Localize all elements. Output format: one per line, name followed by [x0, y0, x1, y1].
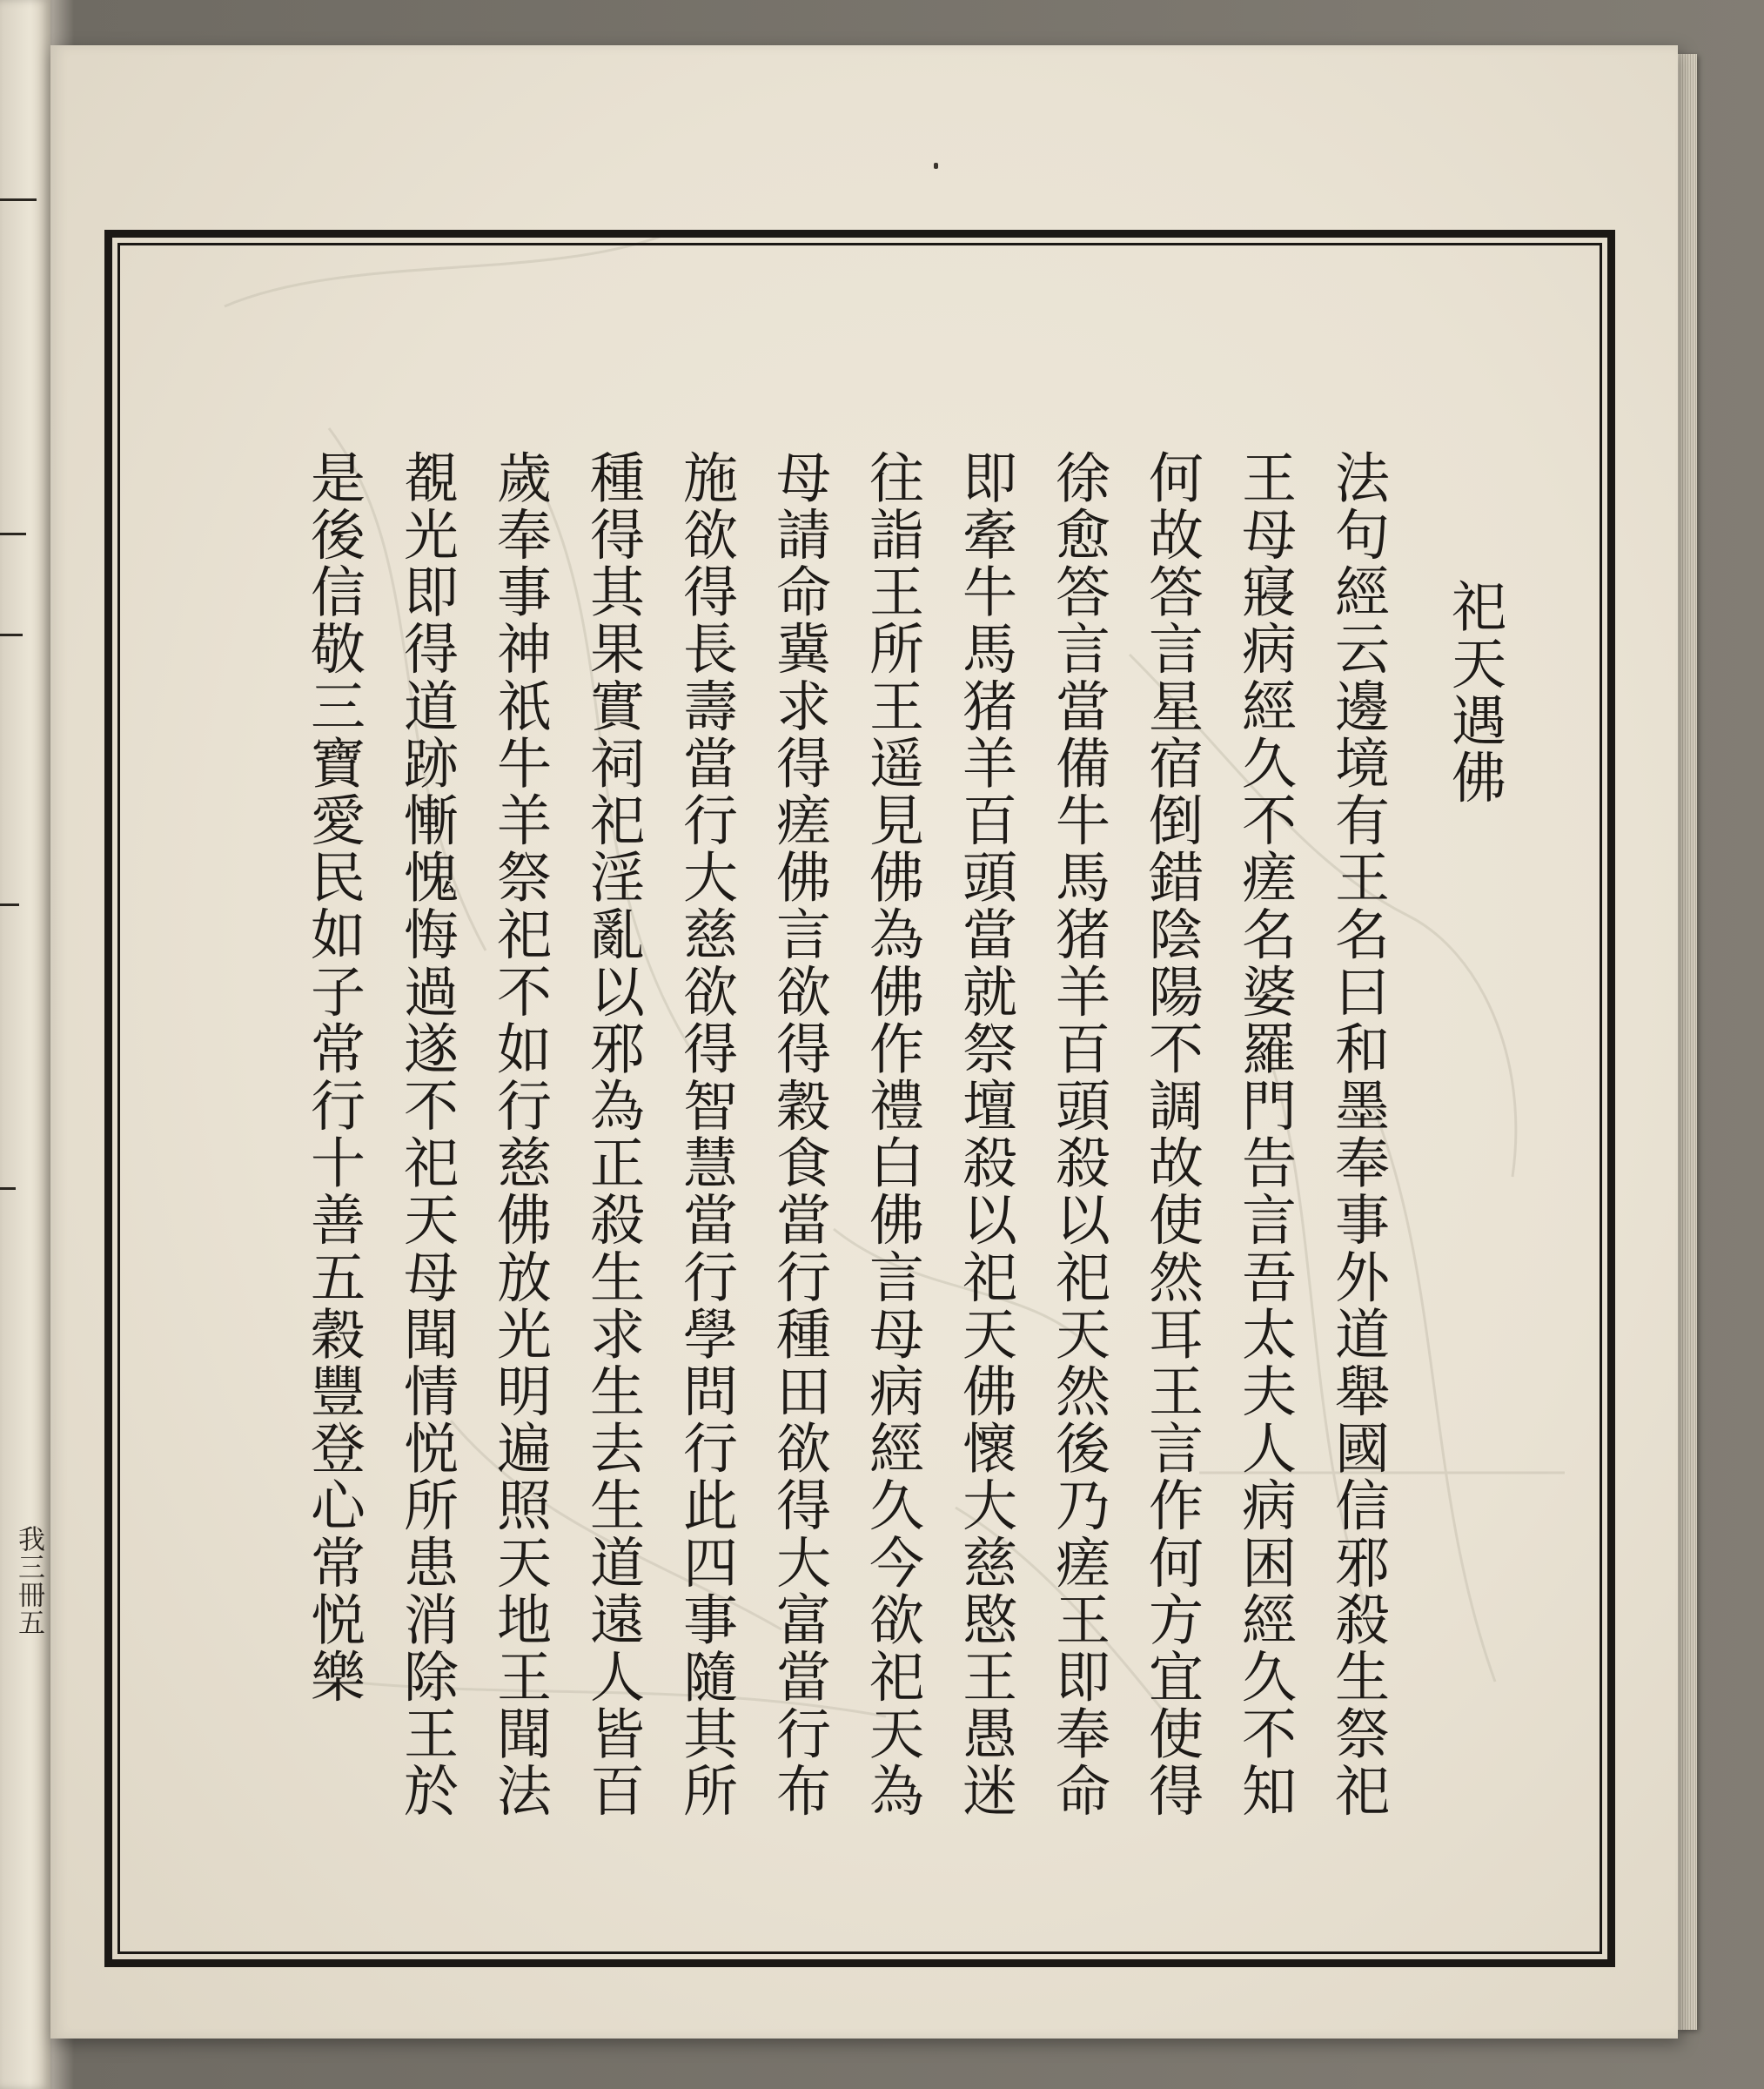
vertical-text-block	[251, 393, 1521, 1873]
folio-label: 我三冊五	[13, 1525, 44, 1636]
text-column-7: 母請命冀求得瘥佛言欲得穀食當行種田欲得大富當行布	[768, 449, 831, 1820]
text-column-4: 徐愈答言當備牛馬猪羊百頭殺以祀天然後乃瘥王即奉命	[1047, 449, 1110, 1820]
text-column-6: 往詣王所王遥見佛為佛作禮白佛言母病經久今欲祀天為	[861, 449, 924, 1820]
page-title: 祀天遇佛	[1443, 578, 1506, 807]
page-edge-stack	[1678, 54, 1697, 2030]
left-page-rule	[0, 198, 37, 201]
left-page-rule	[0, 533, 26, 535]
text-column-10: 歲奉事神祇牛羊祭祀不如行慈佛放光明遍照天地王聞法	[488, 449, 552, 1820]
ink-speck	[934, 163, 938, 169]
text-column-3: 何故答言星宿倒錯陰陽不調故使然耳王言作何方宜使得	[1140, 449, 1204, 1820]
text-column-1: 法句經云邊境有王名曰和墨奉事外道舉國信邪殺生祭祀	[1326, 449, 1390, 1820]
text-column-9: 種得其果實祠祀淫亂以邪為正殺生求生去生道遠人皆百	[581, 449, 645, 1820]
previous-page-edge	[0, 0, 50, 2089]
text-column-5: 即牽牛馬猪羊百頭當就祭壇殺以祀天佛懷大慈愍王愚迷	[954, 449, 1017, 1820]
left-page-rule	[0, 1187, 16, 1190]
book-page	[50, 45, 1678, 2039]
text-column-2: 王母寢病經久不瘥名婆羅門告言吾太夫人病困經久不知	[1233, 449, 1297, 1820]
text-column-8: 施欲得長壽當行大慈欲得智慧當行學問行此四事隨其所	[674, 449, 738, 1820]
text-column-12: 是後信敬三寶愛民如子常行十善五穀豐登心常悦樂	[302, 449, 366, 1706]
left-page-rule	[0, 903, 19, 906]
left-page-rule	[0, 634, 23, 636]
text-column-11: 覩光即得道跡慚愧悔過遂不祀天母聞情悦所患消除王於	[395, 449, 459, 1820]
